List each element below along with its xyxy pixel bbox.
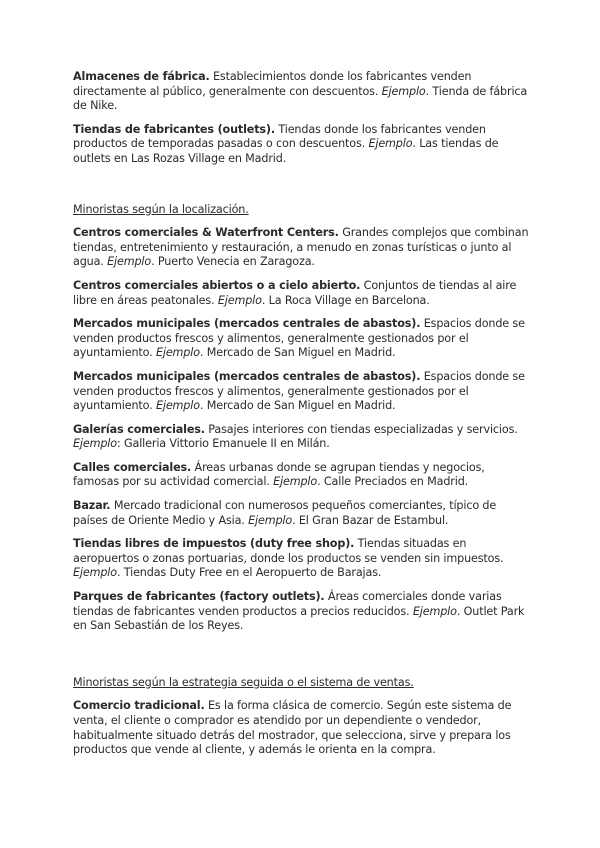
entry-description: Es la forma clásica de comercio. Según este sistema de venta, el cliente o comprador es atendido por un dependiente o vendedor, habitualmente situado detrás del mostrador, que selecciona, sirve y prepara los productos que vende al cliente, y además le orienta en la compra. <box>73 699 512 757</box>
example-label: Ejemplo <box>155 399 200 413</box>
example-text: . El Gran Bazar de Estambul. <box>292 513 449 527</box>
document-page <box>73 70 533 767</box>
example-text: : Galleria Vittorio Emanuele II en Milán. <box>116 437 330 451</box>
example-label: Ejemplo <box>248 513 293 527</box>
example-text: . Mercado de San Miguel en Madrid. <box>199 346 396 360</box>
example-text: . Tienda de fábrica de Nike. <box>73 84 528 113</box>
entry-term: Mercados municipales (mercados centrales de abastos). <box>73 317 421 331</box>
section-title-estrategia: Minoristas según la estrategia seguida o el sistema de ventas. <box>73 675 414 689</box>
example-text: . Calle Preciados en Madrid. <box>317 475 469 489</box>
entry-centros-comerciales-abiertos <box>73 279 533 308</box>
example-label: Ejemplo <box>107 255 152 269</box>
example-text: . Las tiendas de outlets en Las Rozas Village en Madrid. <box>73 137 499 165</box>
entry-galerias-comerciales <box>73 423 533 452</box>
entry-term: Centros comerciales abiertos o a cielo abierto. <box>73 278 361 292</box>
entry-term: Calles comerciales. <box>73 460 192 474</box>
spacer <box>73 643 533 676</box>
example-text: . Tiendas Duty Free en el Aeropuerto de Barajas. <box>116 566 382 580</box>
entry-description: Áreas urbanas donde se agrupan tiendas y negocios, famosas por su actividad comercial. <box>73 460 485 489</box>
entry-term: Tiendas libres de impuestos (duty free shop). <box>73 537 355 551</box>
entry-mercados-municipales-duplicate <box>73 370 533 414</box>
example-label: Ejemplo <box>381 84 426 98</box>
entry-term: Bazar. <box>73 499 111 513</box>
entry-tiendas-libres-de-impuestos <box>73 537 533 581</box>
entry-description: Tiendas situadas en aeropuertos o zonas portuarias, donde los productos se venden sin impuestos. <box>73 537 504 565</box>
entry-term: Almacenes de fábrica. <box>73 70 210 83</box>
example-text: . Outlet Park en San Sebastián de los Reyes. <box>73 604 525 633</box>
entry-comercio-tradicional <box>73 699 533 757</box>
entry-mercados-municipales <box>73 317 533 361</box>
entry-description: Conjuntos de tiendas al aire libre en áreas peatonales. <box>73 278 517 307</box>
example-label: Ejemplo <box>73 566 117 580</box>
example-text: . La Roca Village en Barcelona. <box>261 293 430 307</box>
section-title-localizacion: Minoristas según la localización. <box>73 202 249 216</box>
entry-term: Galerías comerciales. <box>73 422 205 436</box>
entry-description: Mercado tradicional con numerosos pequeños comerciantes, típico de países de Oriente Medio y Asia. <box>73 499 497 527</box>
example-label: Ejemplo <box>368 137 413 151</box>
entry-term: Comercio tradicional. <box>73 699 205 713</box>
example-text: . Puerto Venecia en Zaragoza. <box>151 255 315 269</box>
entry-term: Mercados municipales (mercados centrales de abastos). <box>73 369 421 383</box>
entry-centros-comerciales-waterfront <box>73 226 533 270</box>
example-label: Ejemplo <box>217 293 262 307</box>
entry-term: Centros comerciales & Waterfront Centers. <box>73 226 339 240</box>
entry-calles-comerciales <box>73 461 533 490</box>
example-label: Ejemplo <box>273 475 318 489</box>
example-text: . Mercado de San Miguel en Madrid. <box>199 399 396 413</box>
spacer <box>73 176 533 203</box>
entry-description: Áreas comerciales donde varias tiendas de fabricantes venden productos a precios reducidos. <box>73 590 502 618</box>
entry-term: Parques de fabricantes (factory outlets). <box>73 590 325 604</box>
entry-description: Tiendas donde los fabricantes venden productos de temporadas pasadas o con descuentos. <box>73 122 486 151</box>
example-label: Ejemplo <box>412 604 457 618</box>
entry-parques-de-fabricantes <box>73 590 533 634</box>
entry-description: Establecimientos donde los fabricantes venden directamente al público, generalmente con descuentos. <box>73 70 472 98</box>
entry-description: Espacios donde se venden productos frescos y alimentos, generalmente gestionados por el ayuntamiento. <box>73 317 525 360</box>
entry-tiendas-de-fabricantes <box>73 123 533 167</box>
entry-term: Tiendas de fabricantes (outlets). <box>73 122 275 136</box>
entry-description: Grandes complejos que combinan tiendas, entretenimiento y restauración, a menudo en zonas turísticas o junto al agua. <box>73 226 529 269</box>
entry-almacenes-de-fabrica <box>73 70 533 114</box>
example-label: Ejemplo <box>155 346 200 360</box>
entry-description: Pasajes interiores con tiendas especializadas y servicios. <box>204 422 518 436</box>
example-label: Ejemplo <box>73 437 117 451</box>
entry-description: Espacios donde se venden productos frescos y alimentos, generalmente gestionados por el ayuntamiento. <box>73 369 525 413</box>
entry-bazar <box>73 499 533 528</box>
